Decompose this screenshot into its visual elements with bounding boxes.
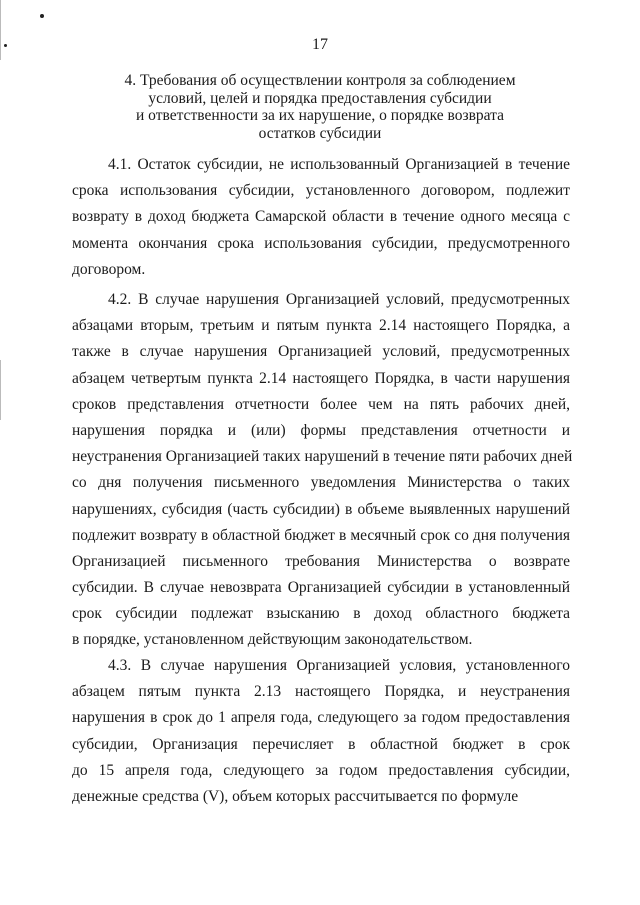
text-line: субсидии. В случае невозврата Организацией субсидии в установленный [72,579,570,597]
text-line: неустранения Организацией таких нарушений в течение пяти рабочих дней [72,448,573,466]
text-line: сроков представления отчетности более чем на пять рабочих дней, [72,395,570,413]
text-line: субсидии, Организация перечисляет в областной бюджет в срок [72,735,570,753]
paragraph-4-3 [72,653,570,810]
paragraph-4-1 [72,152,570,283]
text-line: подлежит возврату в областной бюджет в месячный срок со дня получения [72,526,570,544]
scan-mark-dot [40,14,44,18]
text-line: до 15 апреля года, следующего за годом предоставления субсидии, [72,761,570,779]
section-heading-line: остатков субсидии [258,124,382,142]
section-heading-line: условий, целей и порядка предоставления субсидии [148,89,492,107]
section-heading-line: 4. Требования об осуществлении контроля за соблюдением [124,72,516,89]
text-line: нарушения в срок до 1 апреля года, следующего за годом предоставления [72,709,570,727]
text-line: срок субсидии подлежат взысканию в доход областного бюджета [72,605,570,623]
text-line: нарушения порядка и (или) формы представления отчетности и [72,421,570,439]
text-line: также в случае нарушения Организацией условий, предусмотренных [72,343,570,361]
paragraph-4-2 [72,287,573,654]
text-line: договором. [72,260,146,278]
section-heading-line: и ответственности за их нарушение, о порядке возврата [136,107,504,124]
text-line: абзацами вторым, третьим и пятым пункта 2.14 настоящего Порядка, а [72,317,570,335]
text-line: 4.1. Остаток субсидии, не использованный Организацией в течение [108,156,570,173]
text-line: нарушениях, субсидия (часть субсидии) в объеме выявленных нарушений [72,500,570,518]
text-line: возврату в доход бюджета Самарской области в течение одного месяца с [72,208,570,226]
text-line: со дня получения письменного уведомления Министерства о таких [72,474,570,492]
text-line: абзацем четвертым пункта 2.14 настоящего Порядка, в части нарушения [72,369,570,387]
text-line: срока использования субсидии, установленного договором, подлежит [72,182,570,200]
section-heading [90,72,550,142]
text-line: денежные средства (V), объем которых рассчитывается по формуле [72,787,519,805]
text-line: 4.2. В случае нарушения Организацией условий, предусмотренных [108,291,570,308]
page-number: 17 [312,36,328,53]
text-line: 4.3. В случае нарушения Организацией условия, установленного [108,657,570,674]
text-line: абзацем пятым пункта 2.13 настоящего Порядка, и неустранения [72,683,570,701]
scan-binding-edge [0,360,1,420]
text-line: в порядке, установленном действующим законодательством. [72,631,473,649]
text-line: момента окончания срока использования субсидии, предусмотренного [72,234,570,252]
text-line: Организацией письменного требования Министерства о возврате [72,552,570,570]
